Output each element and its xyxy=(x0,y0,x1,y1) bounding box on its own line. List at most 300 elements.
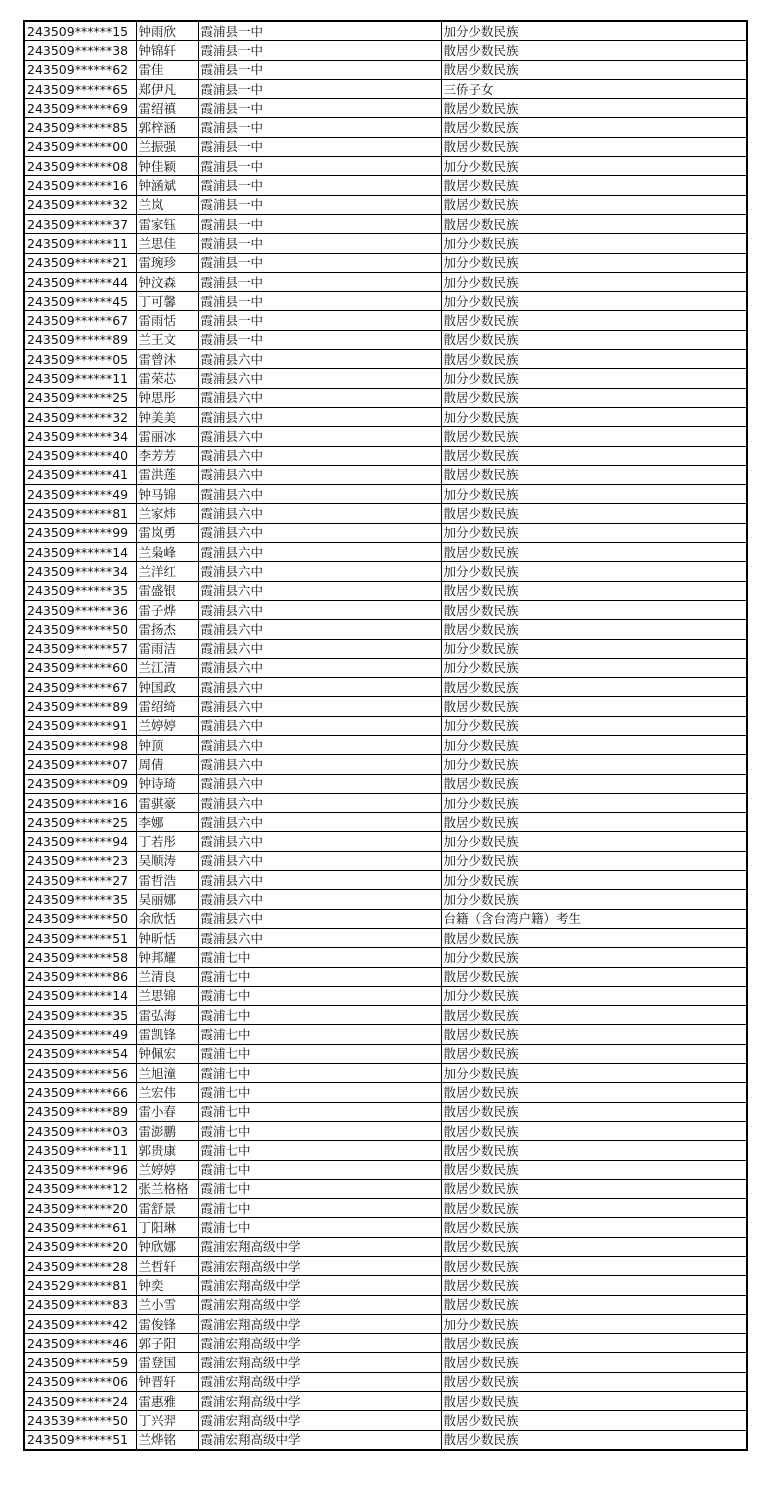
exam-id-cell: 243509******35 xyxy=(24,890,136,909)
exam-id-cell: 243509******37 xyxy=(24,214,136,233)
category-cell: 散居少数民族 xyxy=(441,967,747,986)
school-cell: 霞浦七中 xyxy=(198,1160,441,1179)
name-cell: 雷登国 xyxy=(136,1353,198,1372)
school-cell: 霞浦县一中 xyxy=(198,79,441,98)
table-row xyxy=(24,465,747,484)
table-row xyxy=(24,446,747,465)
category-cell: 散居少数民族 xyxy=(441,350,747,369)
exam-id-cell: 243509******83 xyxy=(24,1295,136,1314)
name-cell: 李芳芳 xyxy=(136,446,198,465)
exam-id-cell: 243509******89 xyxy=(24,697,136,716)
name-cell: 钟佩宏 xyxy=(136,1044,198,1063)
name-cell: 兰宏伟 xyxy=(136,1083,198,1102)
school-cell: 霞浦七中 xyxy=(198,1199,441,1218)
name-cell: 雷琬珍 xyxy=(136,253,198,272)
exam-id-cell: 243509******11 xyxy=(24,1141,136,1160)
category-cell: 加分少数民族 xyxy=(441,407,747,426)
table-row xyxy=(24,311,747,330)
name-cell: 郑伊凡 xyxy=(136,79,198,98)
exam-id-cell: 243509******25 xyxy=(24,813,136,832)
exam-id-cell: 243509******58 xyxy=(24,948,136,967)
school-cell: 霞浦县六中 xyxy=(198,813,441,832)
name-cell: 雷澎鹏 xyxy=(136,1121,198,1140)
name-cell: 钟奕 xyxy=(136,1276,198,1295)
table-row xyxy=(24,427,747,446)
exam-id-cell: 243509******94 xyxy=(24,832,136,851)
table-row xyxy=(24,292,747,311)
table-row xyxy=(24,99,747,118)
school-cell: 霞浦县六中 xyxy=(198,871,441,890)
category-cell: 加分少数民族 xyxy=(441,890,747,909)
school-cell: 霞浦县一中 xyxy=(198,41,441,60)
category-cell: 加分少数民族 xyxy=(441,832,747,851)
category-cell: 散居少数民族 xyxy=(441,446,747,465)
exam-id-cell: 243509******99 xyxy=(24,523,136,542)
table-row xyxy=(24,1102,747,1121)
school-cell: 霞浦县六中 xyxy=(198,427,441,446)
category-cell: 散居少数民族 xyxy=(441,1199,747,1218)
school-cell: 霞浦县一中 xyxy=(198,272,441,291)
school-cell: 霞浦县六中 xyxy=(198,562,441,581)
category-cell: 散居少数民族 xyxy=(441,330,747,349)
exam-id-cell: 243509******00 xyxy=(24,137,136,156)
name-cell: 雷凯锋 xyxy=(136,1025,198,1044)
exam-id-cell: 243509******89 xyxy=(24,1102,136,1121)
category-cell: 散居少数民族 xyxy=(441,1179,747,1198)
table-row xyxy=(24,986,747,1005)
exam-id-cell: 243509******20 xyxy=(24,1199,136,1218)
name-cell: 雷骐豪 xyxy=(136,793,198,812)
school-cell: 霞浦县一中 xyxy=(198,311,441,330)
table-row xyxy=(24,890,747,909)
name-cell: 余欣恬 xyxy=(136,909,198,928)
exam-id-cell: 243509******15 xyxy=(24,21,136,41)
school-cell: 霞浦宏翔高级中学 xyxy=(198,1430,441,1450)
category-cell: 散居少数民族 xyxy=(441,1044,747,1063)
name-cell: 张兰格格 xyxy=(136,1179,198,1198)
category-cell: 散居少数民族 xyxy=(441,118,747,137)
table-row xyxy=(24,272,747,291)
table-row xyxy=(24,774,747,793)
exam-id-cell: 243509******23 xyxy=(24,851,136,870)
exam-id-cell: 243509******46 xyxy=(24,1334,136,1353)
exam-id-cell: 243509******38 xyxy=(24,41,136,60)
category-cell: 散居少数民族 xyxy=(441,214,747,233)
category-cell: 散居少数民族 xyxy=(441,427,747,446)
table-row xyxy=(24,407,747,426)
name-cell: 吴顺涛 xyxy=(136,851,198,870)
category-cell: 散居少数民族 xyxy=(441,1237,747,1256)
exam-id-cell: 243509******44 xyxy=(24,272,136,291)
school-cell: 霞浦县六中 xyxy=(198,755,441,774)
category-cell: 散居少数民族 xyxy=(441,620,747,639)
table-row xyxy=(24,253,747,272)
category-cell: 散居少数民族 xyxy=(441,1276,747,1295)
table-row xyxy=(24,214,747,233)
table-row xyxy=(24,1430,747,1450)
school-cell: 霞浦宏翔高级中学 xyxy=(198,1392,441,1411)
school-cell: 霞浦七中 xyxy=(198,1121,441,1140)
table-row xyxy=(24,388,747,407)
category-cell: 散居少数民族 xyxy=(441,1121,747,1140)
category-cell: 加分少数民族 xyxy=(441,658,747,677)
category-cell: 散居少数民族 xyxy=(441,1295,747,1314)
name-cell: 雷惠雅 xyxy=(136,1392,198,1411)
table-row xyxy=(24,755,747,774)
table-row xyxy=(24,350,747,369)
category-cell: 散居少数民族 xyxy=(441,1334,747,1353)
school-cell: 霞浦县一中 xyxy=(198,118,441,137)
name-cell: 雷曾沐 xyxy=(136,350,198,369)
name-cell: 雷扬杰 xyxy=(136,620,198,639)
exam-id-cell: 243509******81 xyxy=(24,504,136,523)
table-row xyxy=(24,1083,747,1102)
school-cell: 霞浦县六中 xyxy=(198,678,441,697)
category-cell: 加分少数民族 xyxy=(441,793,747,812)
table-row xyxy=(24,813,747,832)
category-cell: 加分少数民族 xyxy=(441,157,747,176)
exam-id-cell: 243509******16 xyxy=(24,793,136,812)
category-cell: 加分少数民族 xyxy=(441,369,747,388)
category-cell: 加分少数民族 xyxy=(441,986,747,1005)
category-cell: 散居少数民族 xyxy=(441,60,747,79)
exam-id-cell: 243509******41 xyxy=(24,465,136,484)
exam-id-cell: 243509******21 xyxy=(24,253,136,272)
exam-id-cell: 243509******86 xyxy=(24,967,136,986)
table-row xyxy=(24,1372,747,1391)
table-row xyxy=(24,195,747,214)
exam-id-cell: 243509******62 xyxy=(24,60,136,79)
category-cell: 散居少数民族 xyxy=(441,311,747,330)
school-cell: 霞浦宏翔高级中学 xyxy=(198,1257,441,1276)
table-row xyxy=(24,909,747,928)
school-cell: 霞浦县六中 xyxy=(198,832,441,851)
school-cell: 霞浦七中 xyxy=(198,1218,441,1237)
table-row xyxy=(24,137,747,156)
school-cell: 霞浦县六中 xyxy=(198,658,441,677)
name-cell: 丁若彤 xyxy=(136,832,198,851)
exam-id-cell: 243509******14 xyxy=(24,986,136,1005)
name-cell: 雷俊锋 xyxy=(136,1314,198,1333)
table-row xyxy=(24,1160,747,1179)
exam-id-cell: 243509******89 xyxy=(24,330,136,349)
school-cell: 霞浦县六中 xyxy=(198,697,441,716)
table-row xyxy=(24,678,747,697)
school-cell: 霞浦县六中 xyxy=(198,446,441,465)
exam-id-cell: 243509******49 xyxy=(24,485,136,504)
category-cell: 散居少数民族 xyxy=(441,678,747,697)
school-cell: 霞浦县一中 xyxy=(198,195,441,214)
table-row xyxy=(24,1295,747,1314)
name-cell: 雷家钰 xyxy=(136,214,198,233)
table-row xyxy=(24,581,747,600)
name-cell: 雷哲浩 xyxy=(136,871,198,890)
exam-id-cell: 243509******11 xyxy=(24,369,136,388)
exam-id-cell: 243509******27 xyxy=(24,871,136,890)
table-row xyxy=(24,1044,747,1063)
exam-id-cell: 243509******66 xyxy=(24,1083,136,1102)
school-cell: 霞浦县六中 xyxy=(198,793,441,812)
exam-id-cell: 243509******42 xyxy=(24,1314,136,1333)
exam-id-cell: 243509******45 xyxy=(24,292,136,311)
category-cell: 加分少数民族 xyxy=(441,851,747,870)
name-cell: 兰家炜 xyxy=(136,504,198,523)
table-row xyxy=(24,157,747,176)
name-cell: 雷洪莲 xyxy=(136,465,198,484)
exam-id-cell: 243509******91 xyxy=(24,716,136,735)
school-cell: 霞浦县六中 xyxy=(198,909,441,928)
name-cell: 郭贵康 xyxy=(136,1141,198,1160)
school-cell: 霞浦七中 xyxy=(198,1064,441,1083)
school-cell: 霞浦县六中 xyxy=(198,581,441,600)
exam-id-cell: 243509******03 xyxy=(24,1121,136,1140)
name-cell: 兰枭峰 xyxy=(136,543,198,562)
exam-id-cell: 243539******50 xyxy=(24,1411,136,1430)
exam-id-cell: 243509******61 xyxy=(24,1218,136,1237)
category-cell: 散居少数民族 xyxy=(441,928,747,947)
table-row xyxy=(24,871,747,890)
school-cell: 霞浦七中 xyxy=(198,1025,441,1044)
category-cell: 加分少数民族 xyxy=(441,21,747,41)
category-cell: 散居少数民族 xyxy=(441,1353,747,1372)
category-cell: 散居少数民族 xyxy=(441,1372,747,1391)
name-cell: 兰岚 xyxy=(136,195,198,214)
name-cell: 钟美美 xyxy=(136,407,198,426)
school-cell: 霞浦七中 xyxy=(198,1179,441,1198)
category-cell: 散居少数民族 xyxy=(441,697,747,716)
name-cell: 郭梓涵 xyxy=(136,118,198,137)
category-cell: 加分少数民族 xyxy=(441,735,747,754)
category-cell: 散居少数民族 xyxy=(441,813,747,832)
exam-id-cell: 243509******51 xyxy=(24,928,136,947)
exam-id-cell: 243509******06 xyxy=(24,1372,136,1391)
school-cell: 霞浦县六中 xyxy=(198,465,441,484)
name-cell: 周倩 xyxy=(136,755,198,774)
table-row xyxy=(24,639,747,658)
exam-id-cell: 243509******85 xyxy=(24,118,136,137)
table-row xyxy=(24,1257,747,1276)
school-cell: 霞浦县六中 xyxy=(198,851,441,870)
table-row xyxy=(24,1025,747,1044)
table-row xyxy=(24,485,747,504)
category-cell: 加分少数民族 xyxy=(441,948,747,967)
exam-id-cell: 243509******98 xyxy=(24,735,136,754)
table-row xyxy=(24,793,747,812)
exam-id-cell: 243509******67 xyxy=(24,678,136,697)
name-cell: 丁可馨 xyxy=(136,292,198,311)
table-row xyxy=(24,1006,747,1025)
name-cell: 雷丽冰 xyxy=(136,427,198,446)
category-cell: 散居少数民族 xyxy=(441,600,747,619)
school-cell: 霞浦县一中 xyxy=(198,21,441,41)
exam-id-cell: 243509******35 xyxy=(24,581,136,600)
school-cell: 霞浦宏翔高级中学 xyxy=(198,1276,441,1295)
name-cell: 雷荣芯 xyxy=(136,369,198,388)
category-cell: 散居少数民族 xyxy=(441,581,747,600)
category-cell: 加分少数民族 xyxy=(441,272,747,291)
exam-id-cell: 243509******36 xyxy=(24,600,136,619)
table-row xyxy=(24,948,747,967)
table-row xyxy=(24,1064,747,1083)
table-row xyxy=(24,832,747,851)
school-cell: 霞浦县一中 xyxy=(198,292,441,311)
table-row xyxy=(24,697,747,716)
name-cell: 兰小雪 xyxy=(136,1295,198,1314)
category-cell: 加分少数民族 xyxy=(441,1314,747,1333)
table-row xyxy=(24,658,747,677)
name-cell: 雷岚勇 xyxy=(136,523,198,542)
table-row xyxy=(24,1237,747,1256)
exam-id-cell: 243509******67 xyxy=(24,311,136,330)
exam-id-cell: 243509******34 xyxy=(24,562,136,581)
category-cell: 加分少数民族 xyxy=(441,234,747,253)
name-cell: 雷雨恬 xyxy=(136,311,198,330)
table-row xyxy=(24,1353,747,1372)
school-cell: 霞浦县六中 xyxy=(198,928,441,947)
name-cell: 郭子阳 xyxy=(136,1334,198,1353)
category-cell: 散居少数民族 xyxy=(441,774,747,793)
exam-id-cell: 243509******32 xyxy=(24,195,136,214)
school-cell: 霞浦七中 xyxy=(198,948,441,967)
name-cell: 兰烨铭 xyxy=(136,1430,198,1450)
table-row xyxy=(24,1334,747,1353)
table-row xyxy=(24,60,747,79)
table-row xyxy=(24,620,747,639)
name-cell: 钟雨欣 xyxy=(136,21,198,41)
name-cell: 李娜 xyxy=(136,813,198,832)
exam-id-cell: 243509******54 xyxy=(24,1044,136,1063)
school-cell: 霞浦七中 xyxy=(198,986,441,1005)
exam-id-cell: 243509******07 xyxy=(24,755,136,774)
exam-id-cell: 243509******59 xyxy=(24,1353,136,1372)
table-row xyxy=(24,967,747,986)
school-cell: 霞浦县一中 xyxy=(198,137,441,156)
exam-id-cell: 243509******49 xyxy=(24,1025,136,1044)
category-cell: 散居少数民族 xyxy=(441,1006,747,1025)
name-cell: 钟诗琦 xyxy=(136,774,198,793)
category-cell: 散居少数民族 xyxy=(441,388,747,407)
exam-id-cell: 243509******28 xyxy=(24,1257,136,1276)
name-cell: 兰婷婷 xyxy=(136,716,198,735)
table-body xyxy=(24,21,747,1450)
table-row xyxy=(24,41,747,60)
school-cell: 霞浦县一中 xyxy=(198,330,441,349)
exam-id-cell: 243509******20 xyxy=(24,1237,136,1256)
school-cell: 霞浦七中 xyxy=(198,1102,441,1121)
table-row xyxy=(24,928,747,947)
category-cell: 散居少数民族 xyxy=(441,1430,747,1450)
school-cell: 霞浦县六中 xyxy=(198,407,441,426)
school-cell: 霞浦县一中 xyxy=(198,157,441,176)
school-cell: 霞浦宏翔高级中学 xyxy=(198,1353,441,1372)
category-cell: 散居少数民族 xyxy=(441,1411,747,1430)
table-row xyxy=(24,79,747,98)
school-cell: 霞浦宏翔高级中学 xyxy=(198,1334,441,1353)
exam-id-cell: 243509******12 xyxy=(24,1179,136,1198)
name-cell: 兰洋红 xyxy=(136,562,198,581)
name-cell: 雷子烨 xyxy=(136,600,198,619)
category-cell: 散居少数民族 xyxy=(441,137,747,156)
name-cell: 雷盛银 xyxy=(136,581,198,600)
school-cell: 霞浦七中 xyxy=(198,1083,441,1102)
table-row xyxy=(24,1199,747,1218)
school-cell: 霞浦县六中 xyxy=(198,890,441,909)
category-cell: 加分少数民族 xyxy=(441,292,747,311)
name-cell: 兰旭潼 xyxy=(136,1064,198,1083)
table-row xyxy=(24,716,747,735)
name-cell: 兰婷婷 xyxy=(136,1160,198,1179)
school-cell: 霞浦县一中 xyxy=(198,214,441,233)
school-cell: 霞浦县六中 xyxy=(198,523,441,542)
school-cell: 霞浦县一中 xyxy=(198,99,441,118)
exam-id-cell: 243509******34 xyxy=(24,427,136,446)
exam-id-cell: 243509******16 xyxy=(24,176,136,195)
name-cell: 雷弘海 xyxy=(136,1006,198,1025)
school-cell: 霞浦县一中 xyxy=(198,60,441,79)
category-cell: 散居少数民族 xyxy=(441,1102,747,1121)
exam-id-cell: 243509******14 xyxy=(24,543,136,562)
table-row xyxy=(24,330,747,349)
table-row xyxy=(24,369,747,388)
category-cell: 加分少数民族 xyxy=(441,639,747,658)
name-cell: 兰思佳 xyxy=(136,234,198,253)
table-row xyxy=(24,1392,747,1411)
table-row xyxy=(24,176,747,195)
name-cell: 雷绍禛 xyxy=(136,99,198,118)
category-cell: 加分少数民族 xyxy=(441,523,747,542)
category-cell: 散居少数民族 xyxy=(441,1218,747,1237)
category-cell: 散居少数民族 xyxy=(441,504,747,523)
category-cell: 散居少数民族 xyxy=(441,195,747,214)
school-cell: 霞浦宏翔高级中学 xyxy=(198,1314,441,1333)
school-cell: 霞浦七中 xyxy=(198,1141,441,1160)
table-row xyxy=(24,851,747,870)
school-cell: 霞浦宏翔高级中学 xyxy=(198,1295,441,1314)
table-row xyxy=(24,1121,747,1140)
name-cell: 钟汶森 xyxy=(136,272,198,291)
name-cell: 钟邦耀 xyxy=(136,948,198,967)
name-cell: 雷佳 xyxy=(136,60,198,79)
school-cell: 霞浦县六中 xyxy=(198,774,441,793)
school-cell: 霞浦县六中 xyxy=(198,600,441,619)
school-cell: 霞浦县六中 xyxy=(198,350,441,369)
category-cell: 加分少数民族 xyxy=(441,716,747,735)
table-row xyxy=(24,1411,747,1430)
name-cell: 钟马锦 xyxy=(136,485,198,504)
school-cell: 霞浦县六中 xyxy=(198,543,441,562)
school-cell: 霞浦县六中 xyxy=(198,369,441,388)
category-cell: 散居少数民族 xyxy=(441,1392,747,1411)
category-cell: 散居少数民族 xyxy=(441,1160,747,1179)
name-cell: 兰王文 xyxy=(136,330,198,349)
name-cell: 雷舒景 xyxy=(136,1199,198,1218)
category-cell: 散居少数民族 xyxy=(441,1257,747,1276)
student-list-table xyxy=(23,20,748,1451)
exam-id-cell: 243509******05 xyxy=(24,350,136,369)
school-cell: 霞浦县一中 xyxy=(198,253,441,272)
school-cell: 霞浦县六中 xyxy=(198,620,441,639)
name-cell: 钟欣娜 xyxy=(136,1237,198,1256)
table-row xyxy=(24,600,747,619)
category-cell: 加分少数民族 xyxy=(441,253,747,272)
exam-id-cell: 243509******57 xyxy=(24,639,136,658)
school-cell: 霞浦县六中 xyxy=(198,504,441,523)
exam-id-cell: 243509******96 xyxy=(24,1160,136,1179)
table-row xyxy=(24,562,747,581)
category-cell: 散居少数民族 xyxy=(441,41,747,60)
name-cell: 兰清良 xyxy=(136,967,198,986)
school-cell: 霞浦七中 xyxy=(198,967,441,986)
